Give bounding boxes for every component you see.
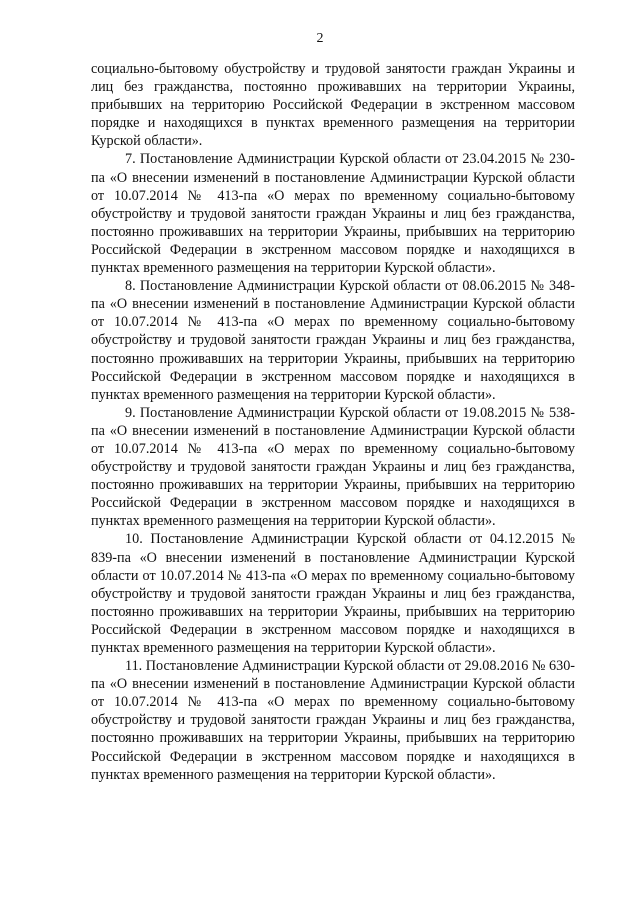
paragraph-item-8: 8. Постановление Администрации Курской области от 08.06.2015 № 348-па «О внесении изменений в постановление Администрации Курской области от 10.07.2014 № 413-па «О мерах по временному социально-бытовому обустройству и трудовой занятости граждан Украины и лиц без гражданства, постоянно проживавших на территории Украины, прибывших на территорию Российской Федерации в экстренном массовом порядке и находящихся в пунктах временного размещения на территории Курской области».	[91, 278, 575, 403]
paragraph-item-11: 11. Постановление Администрации Курской области от 29.08.2016 № 630-па «О внесении изменений в постановление Администрации Курской области от 10.07.2014 № 413-па «О мерах по временному социально-бытовому обустройству и трудовой занятости граждан Украины и лиц без гражданства, постоянно проживавших на территории Украины, прибывших на территорию Российской Федерации в экстренном массовом порядке и находящихся в пунктах временного размещения на территории Курской области».	[91, 658, 576, 783]
paragraph-continuation: социально-бытовому обустройству и трудовой занятости граждан Украины и лиц без гражданства, постоянно проживавших на территории Украины, прибывших на территорию Российской Федерации в экстренном массовом порядке и находящихся в пунктах временного размещения на территории Курской области».	[91, 61, 575, 150]
paragraph-item-10: 10. Постановление Администрации Курской области от 04.12.2015 № 839-па «О внесении изменений в постановление Администрации Курской области от 10.07.2014 № 413-па «О мерах по временному социально-бытовому обустройству и трудовой занятости граждан Украины и лиц без гражданства, постоянно проживавших на территории Украины, прибывших на территорию Российской Федерации в экстренном массовом порядке и находящихся в пунктах временного размещения на территории Курской области».	[91, 531, 575, 656]
paragraph-item-7: 7. Постановление Администрации Курской области от 23.04.2015 № 230-па «О внесении изменений в постановление Администрации Курской области от 10.07.2014 № 413-па «О мерах по временному социально-бытовому обустройству и трудовой занятости граждан Украины и лиц без гражданства, постоянно проживавших на территории Украины, прибывших на территорию Российской Федерации в экстренном массовом порядке и находящихся в пунктах временного размещения на территории Курской области».	[91, 151, 575, 277]
paragraph-item-9: 9. Постановление Администрации Курской области от 19.08.2015 № 538-па «О внесении изменений в постановление Администрации Курской области от 10.07.2014 № 413-па «О мерах по временному социально-бытовому обустройству и трудовой занятости граждан Украины и лиц без гражданства, постоянно проживавших на территории Украины, прибывших на территорию Российской Федерации в экстренном массовом порядке и находящихся в пунктах временного размещения на территории Курской области».	[91, 404, 575, 530]
page-number: 2	[316, 31, 324, 46]
document-body	[91, 60, 575, 784]
